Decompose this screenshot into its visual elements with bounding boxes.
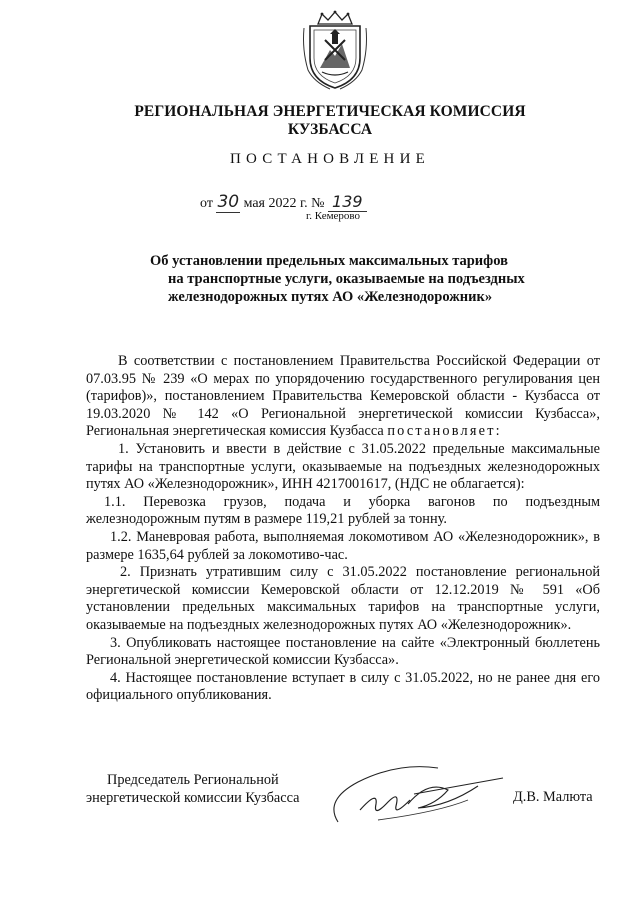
item-4: 4. Настоящее постановление вступает в силу с 31.05.2022, но не ранее дня его официального опубликования.	[86, 669, 600, 704]
date-day-handwritten: 30	[217, 192, 240, 212]
subject-line2: на транспортные услуги, оказываемые на подъездных	[168, 271, 525, 287]
subject-line3: железнодорожных путях АО «Железнодорожник»	[168, 289, 493, 305]
org-name-line2: КУЗБАССА	[287, 121, 373, 138]
signatory-name: Д.В. Малюта	[513, 789, 593, 805]
intro-paragraph	[86, 353, 600, 441]
document-body	[86, 353, 600, 705]
signatory-position	[86, 771, 299, 807]
coat-of-arms-icon	[300, 10, 370, 90]
city-label: г. Кемерово	[306, 210, 361, 222]
date-prefix: от	[200, 196, 213, 211]
date-month-year: мая 2022 г. №	[243, 196, 325, 211]
document-type-title: ПОСТАНОВЛЕНИЕ	[230, 151, 430, 167]
item-2: 2. Признать утратившим силу с 31.05.2022 постановление региональной энергетической комиссии Кемеровской области от 12.12.2019 № 591 «Об установлении предельных максимальных тарифов на транспортные услуги, оказываемые на подъездных железнодорожных путях АО «Железнодорожник».	[86, 564, 600, 633]
document-number-handwritten: 139	[328, 192, 367, 212]
org-name-line1: РЕГИОНАЛЬНАЯ ЭНЕРГЕТИЧЕСКАЯ КОМИССИЯ	[134, 103, 526, 120]
item-3: 3. Опубликовать настоящее постановление на сайте «Электронный бюллетень Региональной энергетической комиссии Кузбасса».	[86, 634, 600, 669]
intro-resolution-word: постановляет:	[387, 423, 502, 440]
item-1-1: 1.1. Перевозка грузов, подача и уборка вагонов по подъездным железнодорожным путям в размере 119,21 рублей за тонну.	[86, 493, 600, 528]
date-line	[200, 192, 460, 212]
intro-text: В соответствии с постановлением Правительства Российской Федерации от 07.03.95 № 239 «О мерах по упорядочению государственного регулирования цен (тарифов)», постановлением Правительства Кемеровской области - Кузбасса от 19.03.2020 № 142 «О Региональной энергетической комиссии Кузбасса», Региональная энергетическая комиссия Кузбасса	[86, 353, 600, 440]
item-1-2: 1.2. Маневровая работа, выполняемая локомотивом АО «Железнодорожник», в размере 1635,64 рублей за локомотиво-час.	[86, 528, 600, 563]
subject-line1: Об установлении предельных максимальных тарифов	[150, 253, 508, 269]
item-1: 1. Установить и ввести в действие с 31.05.2022 предельные максимальные тарифы на транспортные услуги, оказываемые на подъездных железнодорожных путях АО «Железнодорожник», ИНН 4217001617, (НДС не облагается):	[86, 440, 600, 493]
signatory-position-line2: энергетической комиссии Кузбасса	[86, 790, 300, 806]
handwritten-signature	[318, 760, 508, 830]
signatory-position-line1: Председатель Региональной	[107, 772, 279, 788]
